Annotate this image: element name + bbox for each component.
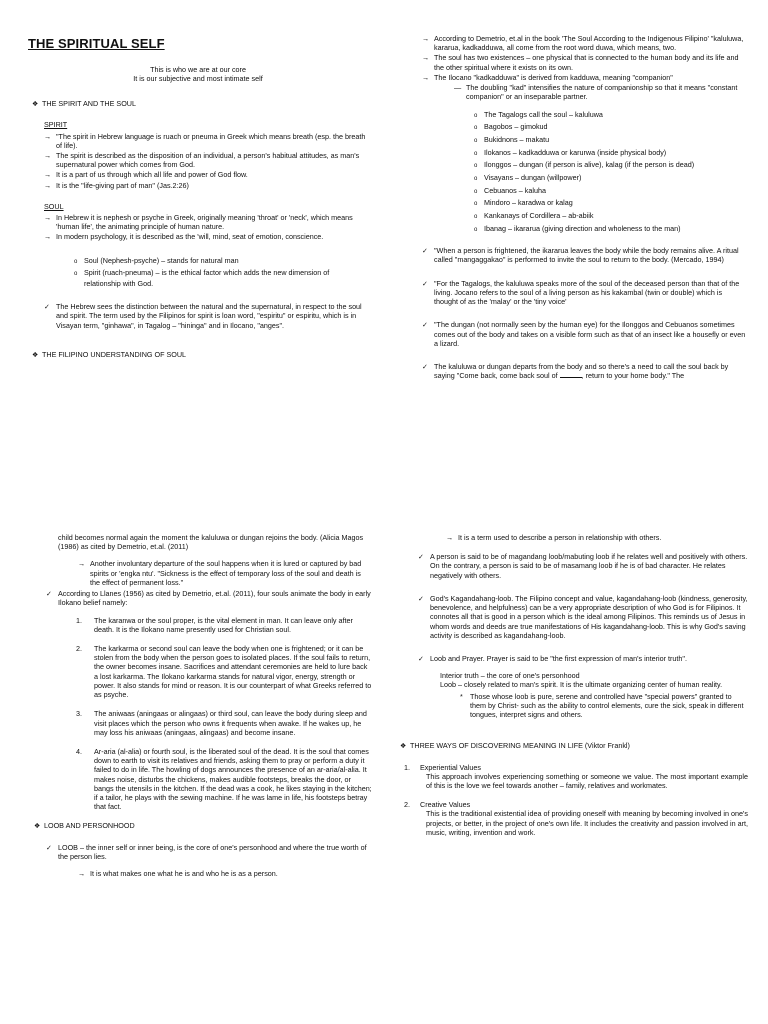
diamond-bullet-icon: ❖ bbox=[32, 349, 39, 359]
intro bbox=[28, 65, 368, 83]
arrow-item: → Another involuntary departure of the soul happens when it is lured or captured by bad spirits or 'engka ntu'. "Sickness is the effect of temporary loss of the soul and death is the effect of permanent loss." bbox=[78, 559, 362, 587]
arrow-icon: → bbox=[422, 34, 430, 43]
arrow-icon: → bbox=[78, 869, 86, 879]
list-item: o Ibanag – ikararua (giving direction and wholeness to the man) bbox=[474, 224, 748, 235]
section-heading: ❖ THE SPIRIT AND THE SOUL bbox=[32, 99, 136, 109]
checkmark-icon: ✓ bbox=[46, 589, 53, 599]
dash-icon: — bbox=[454, 83, 462, 93]
arrow-item: → It is a term used to describe a person in relationship with others. bbox=[446, 533, 662, 542]
list-item: o Kankanays of Cordillera – ab-abiik bbox=[474, 211, 748, 222]
checkmark-icon: ✓ bbox=[422, 278, 429, 288]
subheading-spirit: SPIRIT bbox=[44, 120, 68, 130]
list-item: 1. The karanwa or the soul proper, is the vital element in man. It can leave only after death. It is the Ilokano name presently used for Christian soul. bbox=[76, 615, 353, 634]
souls-numbered-list bbox=[76, 616, 372, 812]
arrow-icon: → bbox=[422, 72, 430, 82]
list-item: 2. The karkarma or second soul can leave the body when one is frightened; or it can be stolen from the body when the person goes to isolated places. If the soul fails to return, the owner becomes insane. Sacrifices and attendant ceremonies are held to lure back a lost karkarma. The Ilokano karkarma stands for natural vigor, energy, strength or power. It also stands for mind or reason. It is our counterpart of what Greeks referred to as psyche. bbox=[76, 643, 372, 700]
arrow-item: → "The spirit in Hebrew language is ruach or pneuma in Greek which means breath (esp. the breath of life). bbox=[44, 131, 366, 150]
arrow-icon: → bbox=[446, 533, 454, 542]
star-item: * Those whose loob is pure, serene and controlled have "special powers" granted to them by Christ- such as the ability to control elements, cure the sick, speak in different tongues, interpret signs and others. bbox=[460, 691, 744, 720]
blank-line bbox=[560, 372, 582, 378]
checkmark-icon: ✓ bbox=[44, 302, 51, 312]
list-item: o Bagobos – gimokud bbox=[474, 122, 748, 133]
arrow-icon: → bbox=[44, 213, 52, 223]
column-bottom-right bbox=[400, 533, 748, 837]
arrow-item: → In modern psychology, it is described as the 'will, mind, seat of emotion, conscience. bbox=[44, 232, 324, 242]
subheading-soul: SOUL bbox=[44, 201, 64, 211]
arrow-item: → It is what makes one what he is and who he is as a person. bbox=[78, 869, 278, 879]
checkmark-icon: ✓ bbox=[422, 246, 429, 256]
arrow-icon: → bbox=[78, 559, 86, 569]
arrow-icon: → bbox=[44, 180, 52, 190]
arrow-item: → According to Demetrio, et.al in the book 'The Soul According to the Indigenous Filipino' "kaluluwa, kararua, kadkadduwa, all come from the root word duwa, which means, two. bbox=[422, 34, 744, 53]
check-item: ✓ "For the Tagalogs, the kaluluwa speaks more of the soul of the deceased person than that of the living. Jocano refers to the soul of a living person as his kakambal (twin or double) which is thought of as the 'malay' or the 'tiny voice' bbox=[422, 278, 740, 307]
arrow-item: → It is the "life-giving part of man" (Jas.2:26) bbox=[44, 180, 189, 190]
checkmark-icon: ✓ bbox=[418, 552, 425, 562]
checkmark-icon: ✓ bbox=[46, 842, 53, 852]
loob-definition: Loob – closely related to man's spirit. It is the ultimate organizing center of human reality. bbox=[440, 680, 723, 690]
check-item: ✓ "The dungan (not normally seen by the human eye) for the Ilonggos and Cebuanos sometimes comes out of the body and takes on a visible form such as that of an insect like a housefly or even a lizard. bbox=[422, 320, 746, 348]
check-item: ✓ God's Kagandahang-loob. The Filipino concept and value, kagandahang-loob (kindness, generosity, benevolence, and helpfulness) can be a very appropriate description of who God is for Filipinos. It connotes all that is good in a person which is the ideal among Filipinos. This reminds us of Jesus in whom words and deeds are true manifestations of His kagandahang-loob. This is why God's saving activity is described as kagandahang-loob. bbox=[418, 593, 748, 640]
dash-item: — The doubling "kad" intensifies the nature of companionship so that it means "constant companion" or an inseparable partner. bbox=[454, 83, 738, 102]
asterisk-icon: * bbox=[460, 691, 463, 701]
section-heading: ❖ THREE WAYS OF DISCOVERING MEANING IN LIFE (Viktor Frankl) bbox=[400, 741, 630, 751]
check-item: ✓ LOOB – the inner self or inner being, is the core of one's personhood and where the true worth of the person lies. bbox=[46, 842, 367, 861]
arrow-item: → The soul has two existences – one physical that is connected to the human body and its life and the other spiritual where it exists on its own. bbox=[422, 53, 739, 72]
list-item: o Mindoro – karadwa or kalag bbox=[474, 198, 748, 209]
arrow-icon: → bbox=[44, 170, 52, 180]
checkmark-icon: ✓ bbox=[422, 362, 429, 371]
list-item: o The Tagalogs call the soul – kaluluwa bbox=[474, 110, 748, 121]
column-top-right bbox=[418, 34, 748, 388]
soul-names-list bbox=[474, 110, 748, 235]
list-item: o Bukidnons – makatu bbox=[474, 135, 748, 146]
check-item: ✓ According to Llanes (1956) as cited by Demetrio, et.al. (2011), four souls animate the body in early Ilokano belief namely: bbox=[46, 589, 371, 608]
check-item: ✓ Loob and Prayer. Prayer is said to be "the first expression of man's interior truth". bbox=[418, 653, 687, 663]
soul-types-list bbox=[74, 256, 368, 289]
checkmark-icon: ✓ bbox=[422, 320, 429, 330]
way-item: 1. Experiential Values This approach involves experiencing something or someone we value. The most important example of this is the love we feel towards another – family, relatives and workmates. bbox=[404, 762, 748, 790]
list-item: 4. Ar-aria (al-alia) or fourth soul, is the liberated soul of the dead. It is the soul that comes down to earth to visit its relatives and friends, asking them to pray or perform a duty it failed to do in life. The howling of dogs announces the presence of an ar-aria/al-alia. It makes noise, disturbs the chickens, makes audible footsteps, breaks the door, or bangs the utensils in the kitchen. If the dead was a cook, he likes staying in the kitchen; if a tailor, he plays with the sewing machine. If he was lame in life, his footsteps betray that fact. bbox=[76, 746, 372, 812]
list-item: o Ilokanos – kadkadduwa or karurwa (inside physical body) bbox=[474, 148, 748, 159]
interior-truth: Interior truth – the core of one's personhood bbox=[440, 671, 580, 681]
checkmark-icon: ✓ bbox=[418, 653, 425, 663]
diamond-bullet-icon: ❖ bbox=[32, 99, 39, 109]
section-heading: ❖ LOOB AND PERSONHOOD bbox=[34, 821, 135, 831]
arrow-item: → The Ilocano "kadkadduwa" is derived from kadduwa, meaning "companion" bbox=[422, 72, 673, 82]
section-heading: ❖ THE FILIPINO UNDERSTANDING OF SOUL bbox=[32, 349, 187, 359]
arrow-item: → It is a part of us through which all life and power of God flow. bbox=[44, 170, 248, 180]
arrow-icon: → bbox=[44, 131, 52, 141]
way-title: Experiential Values bbox=[420, 762, 481, 772]
column-bottom-left bbox=[34, 533, 372, 879]
column-top-left bbox=[28, 36, 368, 371]
continued-text: child becomes normal again the moment the kaluluwa or dungan rejoins the body. (Alicia Magos (1986) as cited by Demetrio, et.al. (2011) bbox=[58, 533, 364, 552]
arrow-item: → The spirit is described as the disposition of an individual, a person's habitual attitudes, as man's supernatural power which comes from God. bbox=[44, 150, 360, 170]
list-item: 3. The aniwaas (aningaas or alingaas) or third soul, can leave the body during sleep and visit places which the person who owns it frequents when awake. If he wakes up, he may loss his aniwaas (aningaas, alingaas) and become insane. bbox=[76, 709, 367, 737]
way-text: This approach involves experiencing something or someone we value. The most important example of this is the love we feel towards another – family, relatives and workmates. bbox=[426, 771, 748, 790]
checkmark-icon: ✓ bbox=[418, 593, 425, 603]
check-item: ✓ The Hebrew sees the distinction between the natural and the supernatural, in respect to the soul and spirit. The term used by the Filipinos for spirit is loan word, "espiritu" or espiritu, which is in Visayan term, "ginhawa", in Tagalog – "hininga" and in Ilocano, "anges". bbox=[44, 302, 362, 330]
way-title: Creative Values bbox=[420, 800, 471, 810]
arrow-icon: → bbox=[44, 232, 52, 242]
page-title: THE SPIRITUAL SELF bbox=[28, 36, 165, 51]
arrow-icon: → bbox=[422, 53, 430, 63]
intro-line: It is our subjective and most intimate self bbox=[133, 73, 263, 83]
list-item: o Cebuanos – kaluha bbox=[474, 186, 748, 197]
way-item: 2. Creative Values This is the traditional existential idea of providing oneself with meaning by becoming involved in one's projects, or better, in the project of one's own life. It includes the creativity and passion involved in art, music, writing, invention and work. bbox=[404, 800, 748, 837]
diamond-bullet-icon: ❖ bbox=[400, 741, 407, 751]
list-item: o Soul (Nephesh-psyche) – stands for natural man bbox=[74, 256, 368, 267]
intro-line: This is who we are at our core bbox=[150, 64, 246, 74]
check-item: ✓ A person is said to be of magandang loob/mabuting loob if he relates well and positively with others. On the contrary, a person is said to be of masamang loob if he is of bad character. He relates negatively with others. bbox=[418, 552, 748, 580]
arrow-item: → In Hebrew it is nephesh or psyche in Greek, originally meaning 'throat' or 'neck', which means 'human life', the animating principle of human nature. bbox=[44, 213, 353, 232]
arrow-icon: → bbox=[44, 150, 52, 160]
list-item: o Spirit (ruach-pneuma) – is the ethical factor which adds the new dimension of relationship with God. bbox=[74, 268, 368, 288]
list-item: o Visayans – dungan (willpower) bbox=[474, 173, 748, 184]
check-item: ✓ The kaluluwa or dungan departs from the body and so there's a need to call the soul back by saying "Come back, come back soul of , return to your home body." The bbox=[422, 362, 729, 381]
way-text: This is the traditional existential idea of providing oneself with meaning by becoming involved in one's projects, or better, in the project of one's own life. It includes the creativity and passion involved in art, music, writing, invention and work. bbox=[426, 809, 748, 837]
check-item: ✓ "When a person is frightened, the ikararua leaves the body while the body remains alive. A ritual called "mangaggakao" is performed to invite the soul to return to the body. (Mercado, 1994) bbox=[422, 246, 739, 265]
diamond-bullet-icon: ❖ bbox=[34, 821, 41, 831]
list-item: o Ilonggos – dungan (if person is alive), kalag (if the person is dead) bbox=[474, 160, 748, 171]
